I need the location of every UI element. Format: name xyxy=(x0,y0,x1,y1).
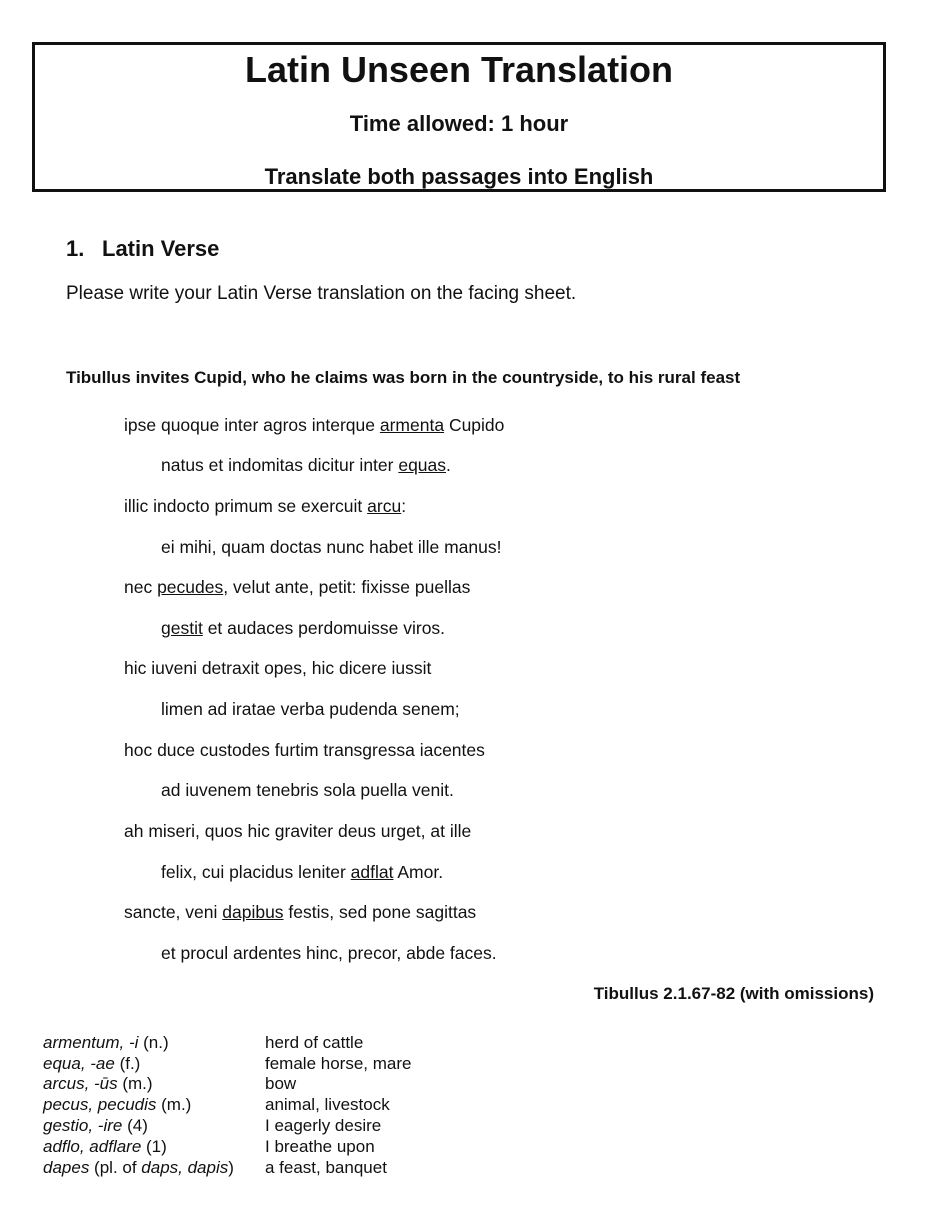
verse-line: limen ad iratae verba pudenda senem; xyxy=(161,699,460,719)
section-heading xyxy=(66,236,219,262)
verse-line: ah miseri, quos hic graviter deus urget, at ille xyxy=(124,821,472,841)
vocab-gloss: I breathe upon xyxy=(265,1137,375,1156)
vocab-row: equa, -ae (f.) female horse, mare xyxy=(43,1054,412,1073)
verse-line: nec pecudes, velut ante, petit: fixisse puellas xyxy=(124,577,471,597)
verse-line: illic indocto primum se exercuit arcu: xyxy=(124,496,407,516)
vocab-row: gestio, -ire (4) I eagerly desire xyxy=(43,1116,382,1135)
vocab-gloss: I eagerly desire xyxy=(265,1116,382,1135)
passage-intro: Tibullus invites Cupid, who he claims was born in the countryside, to his rural feast xyxy=(66,368,741,387)
vocab-gloss: herd of cattle xyxy=(265,1033,364,1052)
verse-line: gestit et audaces perdomuisse viros. xyxy=(161,618,446,638)
verse-line: felix, cui placidus leniter adflat Amor. xyxy=(161,862,444,882)
vocab-gloss: bow xyxy=(265,1074,297,1093)
vocab-gloss: female horse, mare xyxy=(265,1054,412,1073)
vocab-gloss: animal, livestock xyxy=(265,1095,390,1114)
verse-line: sancte, veni dapibus festis, sed pone sagittas xyxy=(124,902,477,922)
vocab-gloss: a feast, banquet xyxy=(265,1158,387,1177)
vocab-row: adflo, adflare (1) I breathe upon xyxy=(43,1137,375,1156)
verse-line: hic iuveni detraxit opes, hic dicere iussit xyxy=(124,658,432,678)
passage-citation: Tibullus 2.1.67-82 (with omissions) xyxy=(593,984,874,1003)
section-instruction: Please write your Latin Verse translation on the facing sheet. xyxy=(66,283,577,304)
exam-title: Latin Unseen Translation xyxy=(244,49,674,90)
section-title: Latin Verse xyxy=(102,236,220,261)
verse-line: natus et indomitas dicitur inter equas. xyxy=(161,455,451,475)
vocab-row: arcus, -ūs (m.) bow xyxy=(43,1074,297,1093)
vocab-row: pecus, pecudis (m.) animal, livestock xyxy=(43,1095,390,1114)
exam-instruction: Translate both passages into English xyxy=(264,164,654,189)
exam-header-box xyxy=(32,42,886,192)
section-number: 1. xyxy=(66,236,85,261)
verse-line: et procul ardentes hinc, precor, abde faces. xyxy=(161,943,497,963)
time-allowed: Time allowed: 1 hour xyxy=(349,111,569,136)
verse-line: hoc duce custodes furtim transgressa iacentes xyxy=(124,740,485,760)
verse-line: ipse quoque inter agros interque armenta Cupido xyxy=(124,415,505,435)
verse-line: ei mihi, quam doctas nunc habet ille manus! xyxy=(161,537,502,557)
vocab-row: armentum, -i (n.) herd of cattle xyxy=(43,1033,364,1052)
verse-line: ad iuvenem tenebris sola puella venit. xyxy=(161,780,454,800)
vocab-row: dapes (pl. of daps, dapis) a feast, banquet xyxy=(43,1158,387,1177)
